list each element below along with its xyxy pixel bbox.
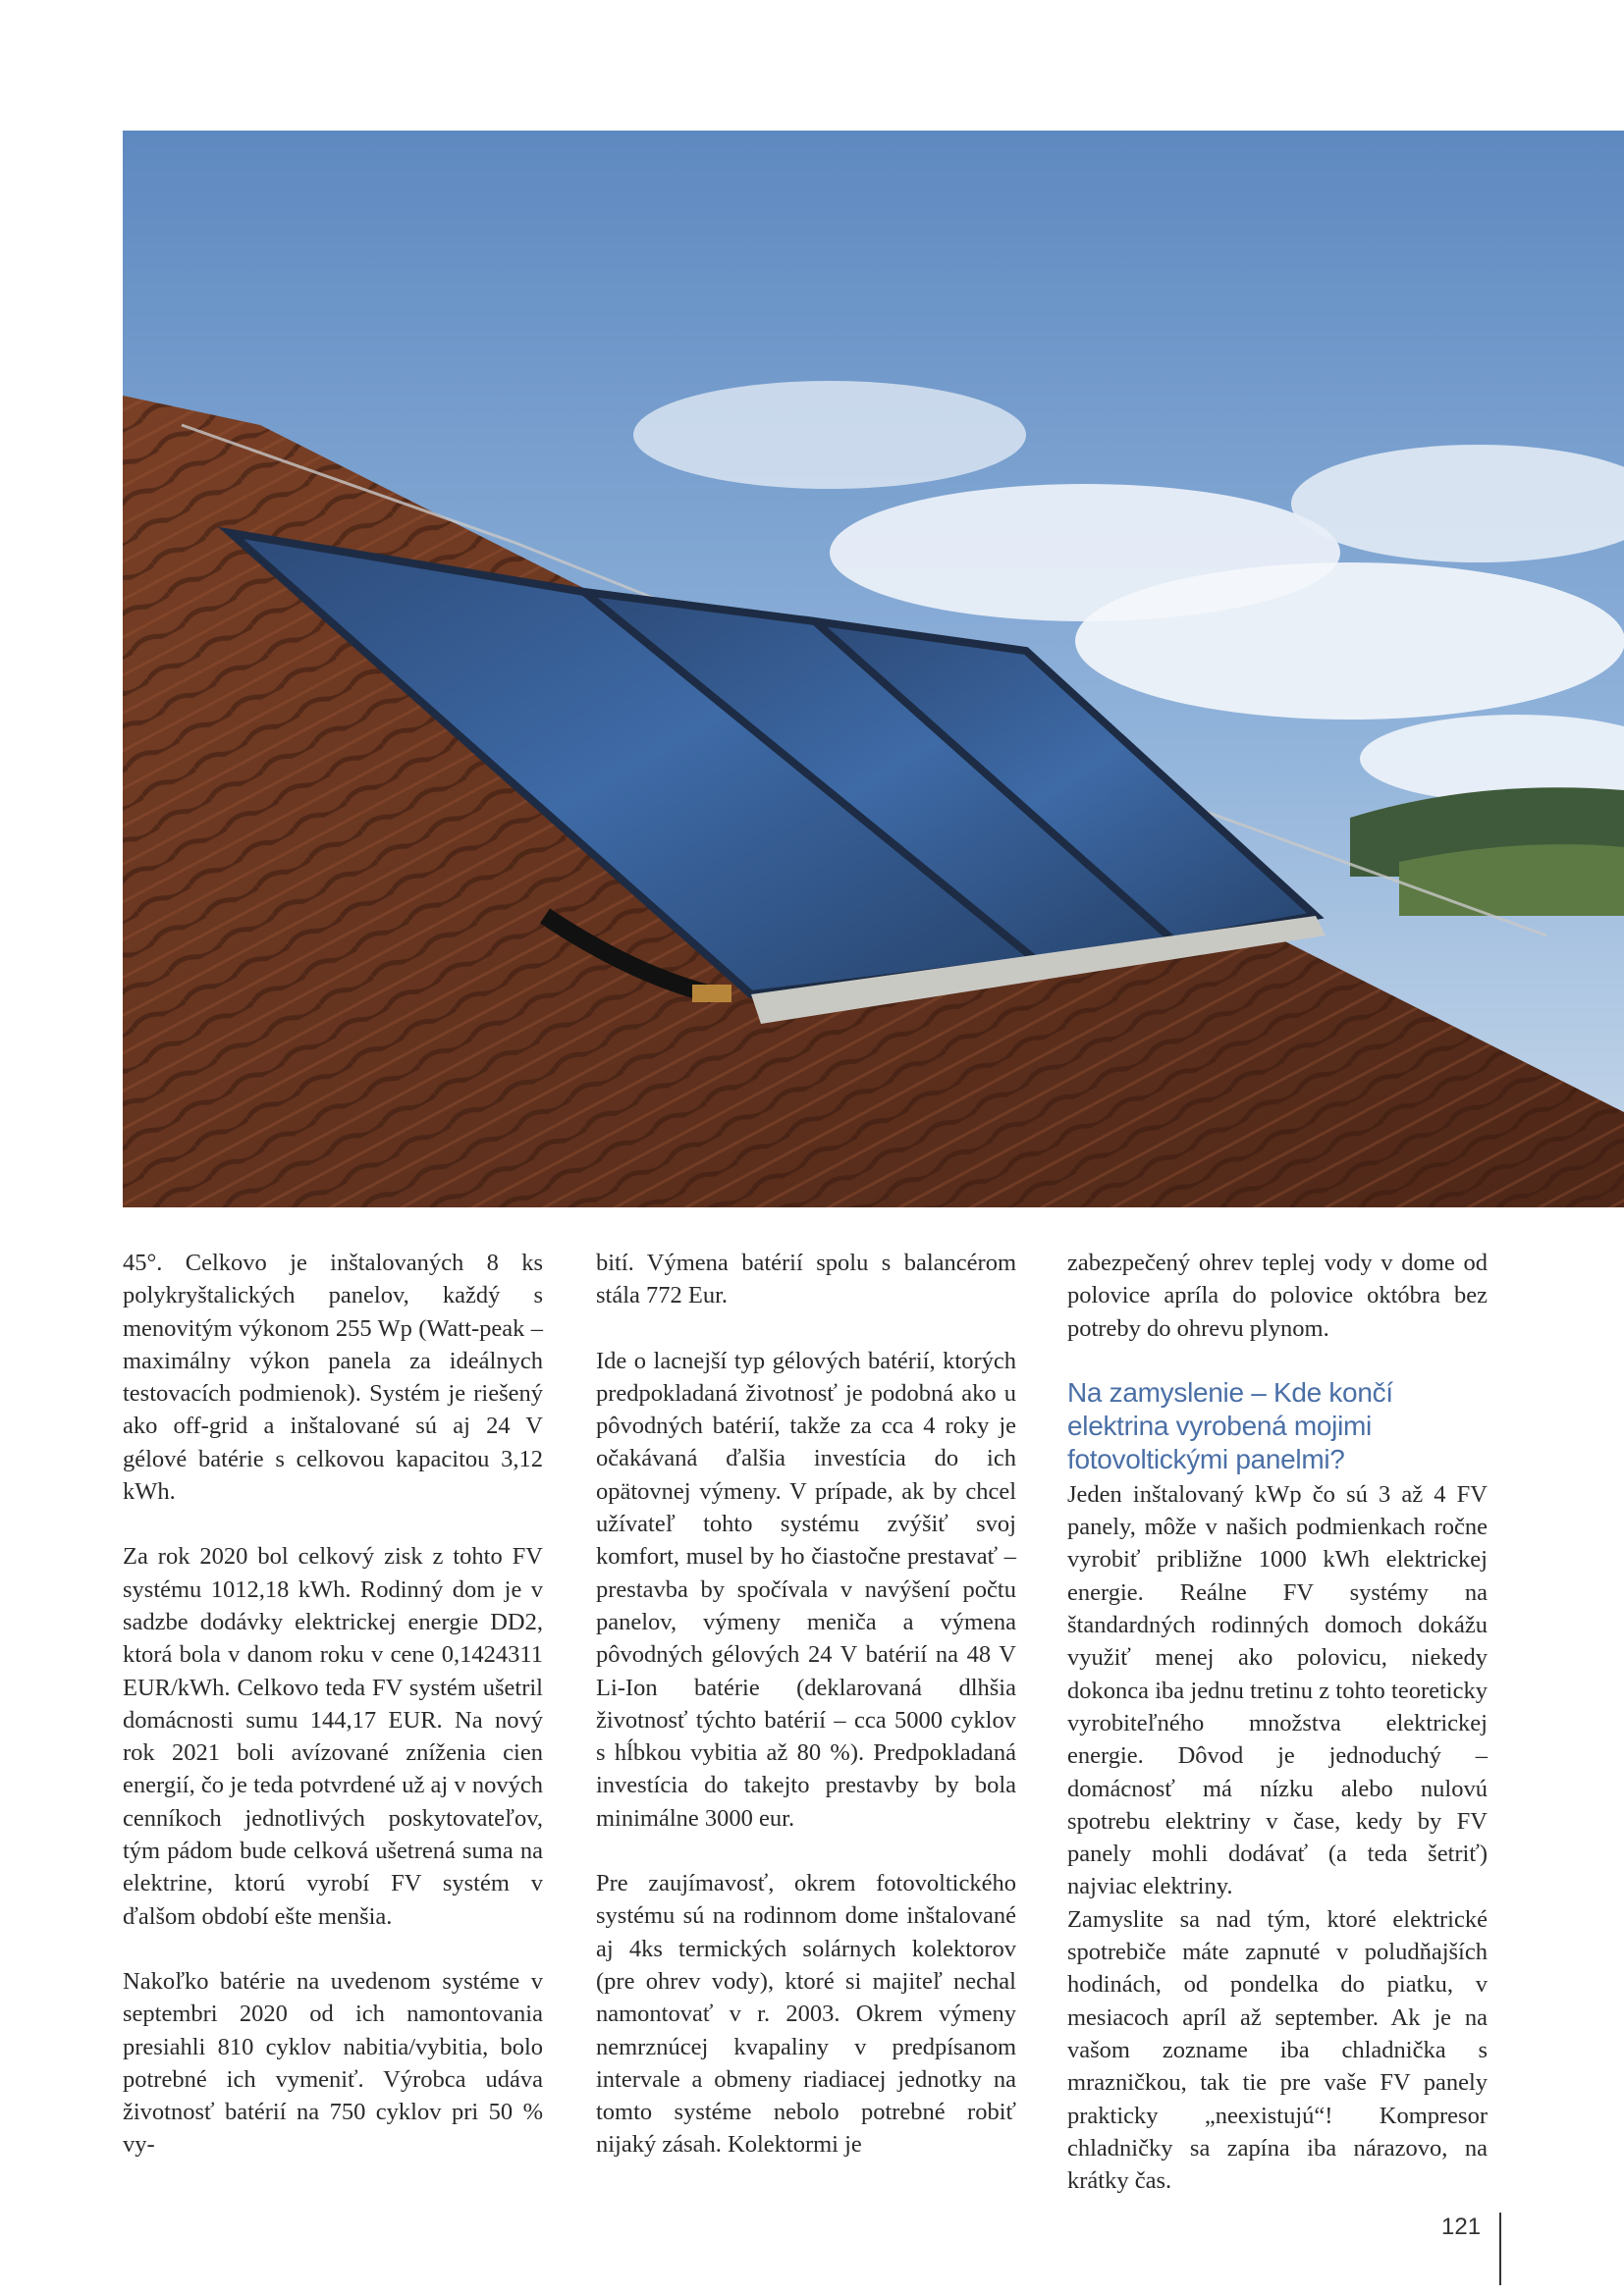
roof-photo-illustration (123, 131, 1624, 1207)
page-number-rule (1499, 2213, 1501, 2285)
body-paragraph: Pre zaujímavosť, okrem fotovoltického systému sú na rodinnom dome inštalované aj 4ks termických solárnych kolektorov (pre ohrev vody), ktoré si majiteľ nechal namontovať v r. 2003. Okrem výmeny nemrznúcej kvapaliny v predpísanom intervale a obmeny riadiacej jednotky na tomto systéme nebolo potrebné robiť nijaký zásah. Kolektormi je (596, 1870, 1016, 2159)
article-column-2 (596, 1247, 1016, 2162)
body-paragraph: Nakoľko batérie na uvedenom systéme v septembri 2020 od ich namontovania presiahli 810 cyklov nabitia/vybitia, bolo potrebné ich vymeniť. Výrobca udáva životnosť batérií na 750 cyklov pri 50 % vy- (123, 1967, 543, 2159)
body-paragraph: zabezpečený ohrev teplej vody v dome od polovice apríla do polovice októbra bez potreby do ohrevu plynom. (1067, 1250, 1488, 1342)
section-heading: Na zamyslenie – Kde končí elektrina vyrobená mojimi fotovoltickými panelmi? (1067, 1376, 1393, 1474)
body-paragraph: 45°. Celkovo je inštalovaných 8 ks polykryštalických panelov, každý s menovitým výkonom 255 Wp (Watt-peak – maximálny výkon panela za ideálnych testovacích podmienok). Systém je riešený ako off-grid a inštalované sú aj 24 V gélové batérie s celkovou kapacitou 3,12 kWh. (123, 1250, 543, 1506)
body-paragraph: Zamyslite sa nad tým, ktoré elektrické spotrebiče máte zapnuté v poludňajších hodinách, od pondelka do piatku, v mesiacoch apríl až september. Ak je na vašom zozname iba chladnička s mrazničkou, tak tie pre vaše FV panely prakticky „neexistujú“! Kompresor chladničky sa zapína iba nárazovo, na krátky čas. (1067, 1905, 1488, 2195)
body-paragraph: Jeden inštalovaný kWp čo sú 3 až 4 FV panely, môže v našich podmienkach ročne vyrobiť približne 1000 kWh elektrickej energie. Reálne FV systémy na štandardných rodinných domoch dokážu využiť menej ako polovicu, niekedy dokonca iba jednu tretinu z tohto teoreticky vyrobiteľného množstva elektrickej energie. Dôvod je jednoduchý – domácnosť má nízku alebo nulovú spotrebu elektriny v čase, kedy by FV panely mohli dodávať (a teda šetriť) najviac elektriny. (1067, 1480, 1488, 1900)
page-number: 121 (1441, 2214, 1482, 2240)
solar-collectors-roof-photo (123, 131, 1624, 1207)
article-column-1 (123, 1247, 543, 2162)
body-paragraph: Za rok 2020 bol celkový zisk z tohto FV systému 1012,18 kWh. Rodinný dom je v sadzbe dodávky elektrickej energie DD2, ktorá bola v danom roku v cene 0,1424311 EUR/kWh. Celkovo teda FV systém ušetril domácnosti sumu 144,17 EUR. Na nový rok 2021 boli avízované zníženia cien energií, čo je teda potvrdené už aj v nových cenníkoch jednotlivých poskytovateľov, tým pádom bude celková ušetrená suma na elektrine, ktorú vyrobí FV systém v ďalšom období ešte menšia. (123, 1543, 543, 1930)
body-paragraph: Ide o lacnejší typ gélových batérií, ktorých predpokladaná životnosť je podobná ako u pôvodných batérií, takže za cca 4 roky je očakávaná ďalšia investícia do ich opätovnej výmeny. V prípade, ak by chcel užívateľ tohto systému zvýšiť svoj komfort, musel by ho čiastočne prestavať – prestavba by spočívala v navýšení počtu panelov, výmeny meniča a výmena pôvodných gélových 24 V batérií na 48 V Li-Ion batérie (deklarovaná dlhšia životnosť týchto batérií – cca 5000 cyklov s hĺbkou vybitia až 80 %). Predpokladaná investícia do takejto prestavby by bola minimálne 3000 eur. (596, 1347, 1016, 1832)
body-paragraph: bití. Výmena batérií spolu s balancérom stála 772 Eur. (596, 1250, 1016, 1309)
article-column-3 (1067, 1247, 1488, 2197)
